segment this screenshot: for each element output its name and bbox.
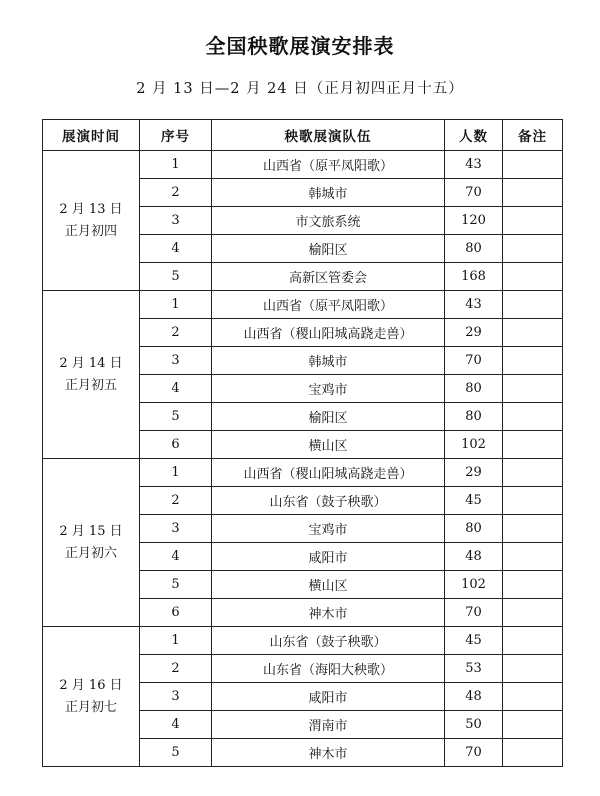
team-cell: 市文旅系统 — [212, 207, 445, 235]
seq-cell: 1 — [140, 627, 212, 655]
seq-cell: 5 — [140, 403, 212, 431]
count-cell: 43 — [445, 291, 503, 319]
note-cell — [503, 515, 563, 543]
seq-cell: 1 — [140, 459, 212, 487]
seq-cell: 2 — [140, 487, 212, 515]
team-cell: 山东省（鼓子秧歌） — [212, 487, 445, 515]
header-note: 备注 — [503, 120, 563, 151]
seq-cell: 1 — [140, 151, 212, 179]
date-gregorian: 2 月 15 日 — [59, 523, 123, 539]
note-cell — [503, 571, 563, 599]
table-row — [43, 151, 563, 179]
seq-cell: 3 — [140, 207, 212, 235]
team-cell: 咸阳市 — [212, 683, 445, 711]
seq-cell: 6 — [140, 599, 212, 627]
count-cell: 50 — [445, 711, 503, 739]
note-cell — [503, 459, 563, 487]
schedule-table — [42, 119, 563, 767]
seq-cell: 3 — [140, 515, 212, 543]
note-cell — [503, 599, 563, 627]
seq-cell: 1 — [140, 291, 212, 319]
date-range-subtitle: 2 月 13 日—2 月 24 日（正月初四正月十五） — [136, 81, 464, 97]
note-cell — [503, 291, 563, 319]
note-cell — [503, 263, 563, 291]
seq-cell: 5 — [140, 739, 212, 767]
note-cell — [503, 151, 563, 179]
team-cell: 渭南市 — [212, 711, 445, 739]
count-cell: 80 — [445, 235, 503, 263]
team-cell: 韩城市 — [212, 347, 445, 375]
team-cell: 横山区 — [212, 571, 445, 599]
count-cell: 120 — [445, 207, 503, 235]
note-cell — [503, 207, 563, 235]
note-cell — [503, 683, 563, 711]
count-cell: 70 — [445, 599, 503, 627]
team-cell: 山东省（海阳大秧歌） — [212, 655, 445, 683]
count-cell: 80 — [445, 403, 503, 431]
note-cell — [503, 739, 563, 767]
date-cell — [43, 291, 140, 459]
header-row — [43, 120, 563, 151]
count-cell: 70 — [445, 347, 503, 375]
table-row — [43, 627, 563, 655]
team-cell: 神木市 — [212, 599, 445, 627]
team-cell: 宝鸡市 — [212, 375, 445, 403]
seq-cell: 4 — [140, 375, 212, 403]
team-cell: 咸阳市 — [212, 543, 445, 571]
table-row — [43, 291, 563, 319]
note-cell — [503, 235, 563, 263]
team-cell: 神木市 — [212, 739, 445, 767]
seq-cell: 4 — [140, 543, 212, 571]
count-cell: 80 — [445, 515, 503, 543]
header-count: 人数 — [445, 120, 503, 151]
count-cell: 45 — [445, 627, 503, 655]
seq-cell: 4 — [140, 235, 212, 263]
count-cell: 70 — [445, 739, 503, 767]
header-team: 秧歌展演队伍 — [212, 120, 445, 151]
note-cell — [503, 375, 563, 403]
note-cell — [503, 543, 563, 571]
seq-cell: 5 — [140, 263, 212, 291]
date-lunar: 正月初五 — [64, 377, 117, 393]
date-gregorian: 2 月 16 日 — [59, 677, 123, 693]
note-cell — [503, 403, 563, 431]
team-cell: 山东省（鼓子秧歌） — [212, 627, 445, 655]
count-cell: 102 — [445, 431, 503, 459]
team-cell: 榆阳区 — [212, 403, 445, 431]
note-cell — [503, 319, 563, 347]
note-cell — [503, 179, 563, 207]
team-cell: 山西省（稷山阳城高跷走兽） — [212, 459, 445, 487]
team-cell: 山西省（原平凤阳歌） — [212, 291, 445, 319]
count-cell: 80 — [445, 375, 503, 403]
count-cell: 45 — [445, 487, 503, 515]
seq-cell: 3 — [140, 683, 212, 711]
count-cell: 29 — [445, 319, 503, 347]
header-date: 展演时间 — [43, 120, 140, 151]
note-cell — [503, 487, 563, 515]
seq-cell: 2 — [140, 179, 212, 207]
note-cell — [503, 711, 563, 739]
team-cell: 韩城市 — [212, 179, 445, 207]
team-cell: 山西省（稷山阳城高跷走兽） — [212, 319, 445, 347]
note-cell — [503, 347, 563, 375]
team-cell: 高新区管委会 — [212, 263, 445, 291]
seq-cell: 6 — [140, 431, 212, 459]
date-cell — [43, 627, 140, 767]
note-cell — [503, 627, 563, 655]
table-row — [43, 459, 563, 487]
count-cell: 70 — [445, 179, 503, 207]
date-cell — [43, 151, 140, 291]
count-cell: 43 — [445, 151, 503, 179]
seq-cell: 5 — [140, 571, 212, 599]
team-cell: 榆阳区 — [212, 235, 445, 263]
date-gregorian: 2 月 13 日 — [59, 201, 123, 217]
note-cell — [503, 431, 563, 459]
team-cell: 宝鸡市 — [212, 515, 445, 543]
count-cell: 29 — [445, 459, 503, 487]
header-seq: 序号 — [140, 120, 212, 151]
count-cell: 168 — [445, 263, 503, 291]
date-gregorian: 2 月 14 日 — [59, 355, 123, 371]
count-cell: 48 — [445, 543, 503, 571]
team-cell: 横山区 — [212, 431, 445, 459]
team-cell: 山西省（原平凤阳歌） — [212, 151, 445, 179]
count-cell: 102 — [445, 571, 503, 599]
note-cell — [503, 655, 563, 683]
seq-cell: 2 — [140, 655, 212, 683]
date-cell — [43, 459, 140, 627]
date-lunar: 正月初七 — [64, 699, 117, 715]
seq-cell: 3 — [140, 347, 212, 375]
date-lunar: 正月初四 — [64, 223, 117, 239]
page-title: 全国秧歌展演安排表 — [205, 34, 395, 58]
seq-cell: 4 — [140, 711, 212, 739]
count-cell: 48 — [445, 683, 503, 711]
seq-cell: 2 — [140, 319, 212, 347]
date-lunar: 正月初六 — [64, 545, 117, 561]
count-cell: 53 — [445, 655, 503, 683]
